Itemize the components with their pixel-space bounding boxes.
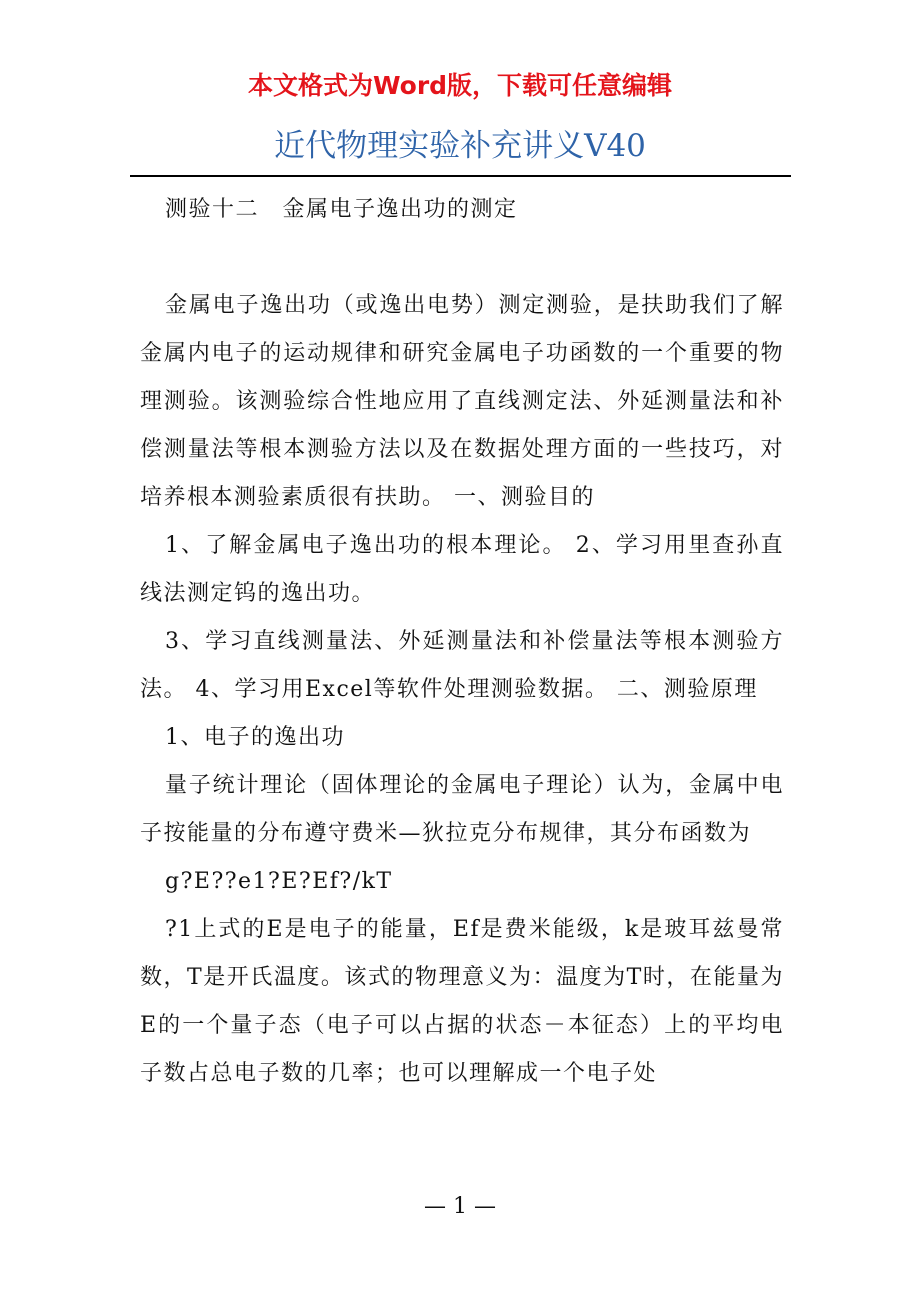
document-body	[140, 186, 784, 1098]
objectives-paragraph-1: 1、了解金属电子逸出功的根本理论。 2、学习用里查孙直线法测定钨的逸出功。	[140, 533, 784, 606]
title-divider	[130, 175, 791, 177]
intro-paragraph: 金属电子逸出功（或逸出电势）测定测验，是扶助我们了解金属内电子的运动规律和研究金属电子功函数的一个重要的物理测验。该测验综合性地应用了直线测定法、外延测量法和补偿测量法等根本测验方法以及在数据处理方面的一些技巧，对培养根本测验素质很有扶助。 一、测验目的	[140, 293, 784, 510]
theory-paragraph: 量子统计理论（固体理论的金属电子理论）认为，金属中电子按能量的分布遵守费米—狄拉克分布规律，其分布函数为	[140, 773, 784, 846]
distribution-formula: g?E??e1?E?Ef?/kT	[165, 869, 393, 894]
experiment-heading: 测验十二 金属电子逸出功的测定	[165, 197, 518, 222]
formula-explanation-paragraph: ?1上式的E是电子的能量，Ef是费米能级，k是玻耳兹曼常数，T是开氏温度。该式的物理意义为：温度为T时，在能量为E的一个量子态（电子可以占据的状态－本征态）上的平均电子数占总电子数的几率；也可以理解成一个电子处	[140, 917, 784, 1086]
section-heading-work-function: 1、电子的逸出功	[165, 725, 345, 750]
page-number: — 1 —	[424, 1194, 496, 1219]
objectives-paragraph-2: 3、学习直线测量法、外延测量法和补偿量法等根本测验方法。 4、学习用Excel等软件处理测验数据。 二、测验原理	[140, 629, 784, 702]
download-banner: 本文格式为Word版，下载可任意编辑	[247, 71, 673, 100]
document-title: 近代物理实验补充讲义V40	[274, 128, 646, 164]
